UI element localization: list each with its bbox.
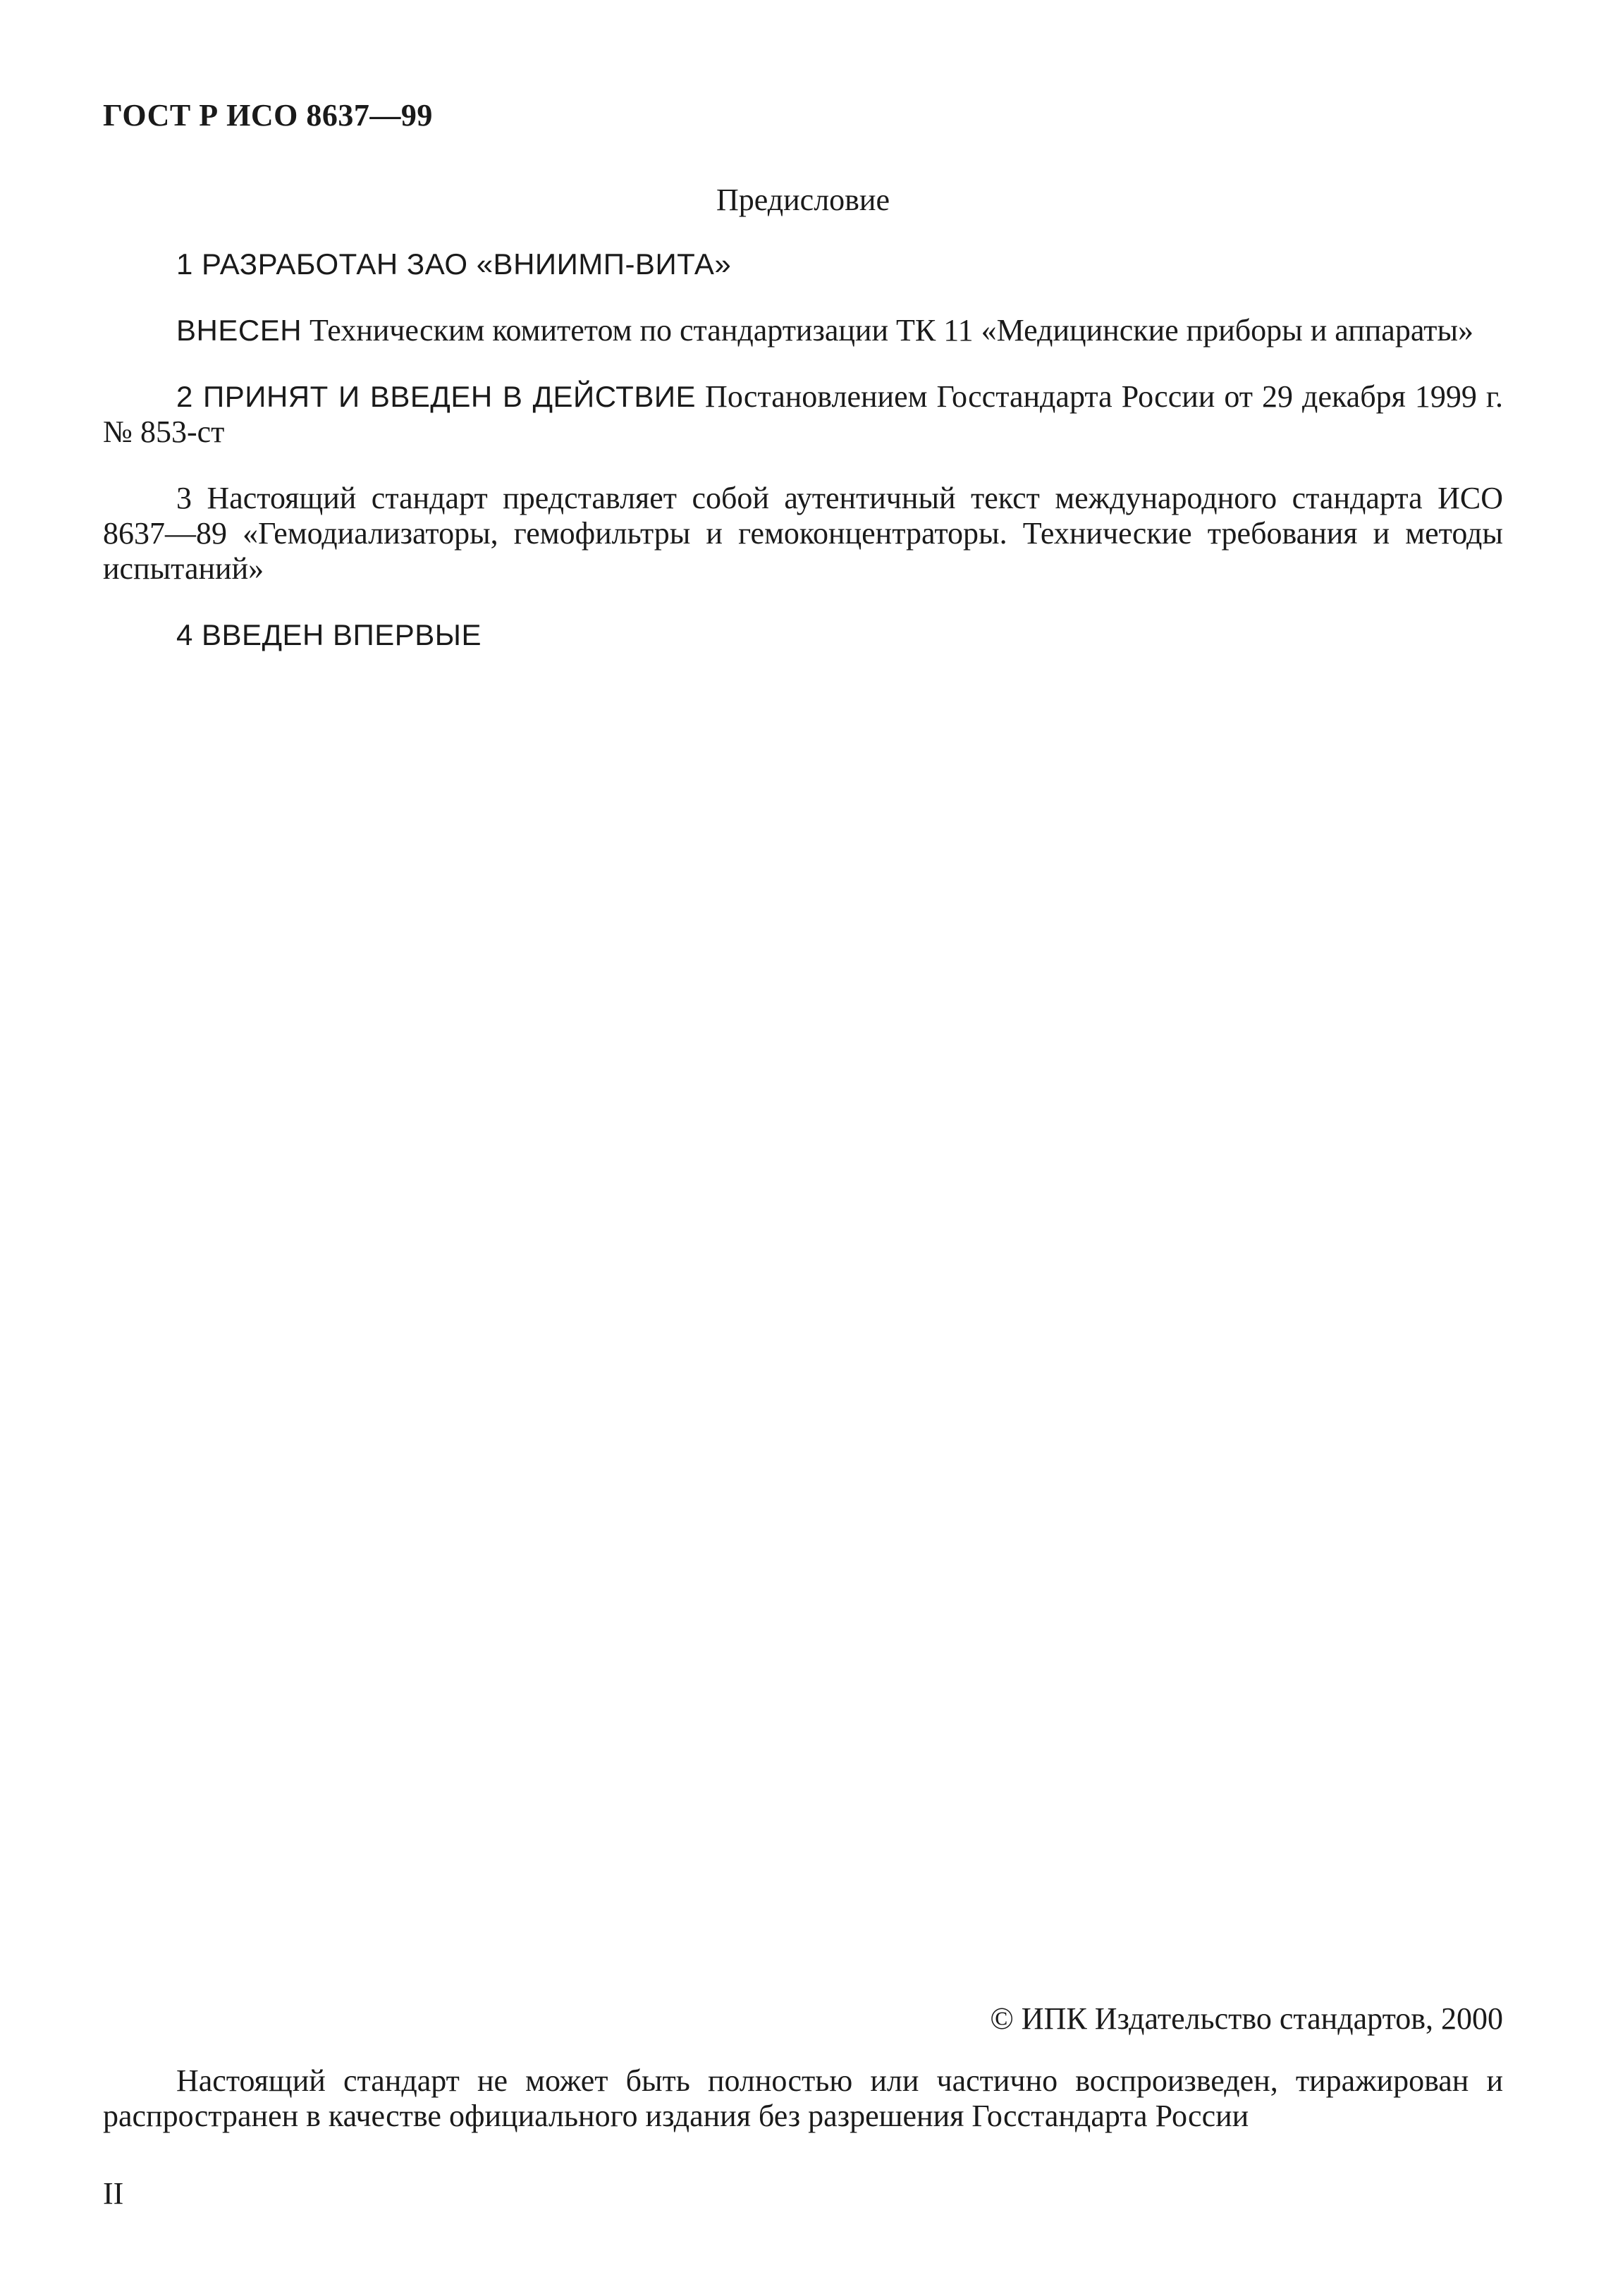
reproduction-notice: Настоящий стандарт не может быть полностью или частично воспроизведен, тиражирован и распространен в качестве официального издания без разрешения Госстандарта России — [103, 2063, 1503, 2133]
foreword-item-2-text: Постановлением Госстандарта России от 29 декабря 1999 г. № 853-ст — [103, 379, 1503, 449]
foreword-item-2-lead: 2 ПРИНЯТ И ВВЕДЕН В ДЕЙСТВИЕ — [176, 380, 697, 413]
foreword-item-3 — [103, 481, 1503, 587]
document-code: ГОСТ Р ИСО 8637—99 — [103, 98, 433, 133]
foreword-item-2 — [103, 379, 1503, 450]
foreword-item-introduced — [103, 313, 1503, 348]
foreword-item-1-lead: 1 РАЗРАБОТАН ЗАО «ВНИИМП-ВИТА» — [176, 247, 732, 281]
foreword-item-1 — [103, 247, 1503, 282]
foreword-item-introduced-text: Техническим комитетом по стандартизации ТК 11 «Медицинские приборы и аппараты» — [302, 313, 1474, 348]
foreword-item-introduced-lead: ВНЕСЕН — [176, 314, 302, 347]
copyright-line: © ИПК Издательство стандартов, 2000 — [990, 2001, 1503, 2036]
foreword-item-3-text: 3 Настоящий стандарт представляет собой аутентичный текст международного стандарта ИСО 8637—89 «Гемодиализаторы, гемофильтры и гемоконцентраторы. Технические требования и методы испытаний» — [103, 481, 1503, 586]
page-number: II — [103, 2176, 124, 2211]
foreword-body — [103, 247, 1503, 684]
foreword-item-4-lead: 4 ВВЕДЕН ВПЕРВЫЕ — [176, 618, 482, 651]
page-title: Предисловие — [716, 183, 890, 217]
foreword-item-4 — [103, 618, 1503, 653]
